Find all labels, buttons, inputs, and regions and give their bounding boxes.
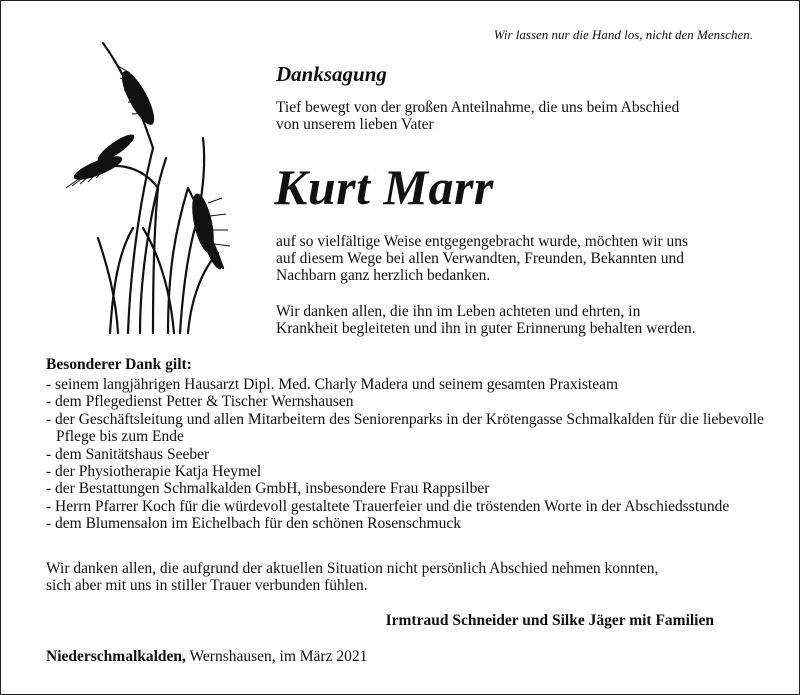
paragraph-line: auf diesem Wege bei allen Verwandten, Freunden, Bekannten und: [276, 250, 684, 267]
deceased-name: Kurt Marr: [274, 159, 494, 215]
intro-line: Tief bewegt von der großen Anteilnahme, die uns beim Abschied: [276, 99, 680, 116]
place-rest: Wernshausen, im März 2021: [185, 648, 368, 665]
paragraph-line: Wir danken allen, die aufgrund der aktuellen Situation nicht persönlich Abschied nehmen konnten,: [46, 560, 659, 577]
intro-line: von unserem lieben Vater: [276, 116, 434, 133]
list-item: - seinem langjährigen Hausarzt Dipl. Med. Charly Madera und seinem gesamten Praxisteam: [46, 376, 619, 393]
notice-heading: Danksagung: [276, 62, 387, 86]
paragraph-line: auf so vielfältige Weise entgegengebracht wurde, möchten wir uns: [276, 233, 689, 250]
paragraph-line: Krankheit begleiteten und ihn in guter Erinnerung behalten werden.: [276, 320, 696, 337]
special-thanks-heading: Besonderer Dank gilt:: [46, 356, 192, 373]
paragraph-line: Nachbarn ganz herzlich bedanken.: [276, 267, 491, 284]
place-town: Niederschmalkalden,: [46, 648, 186, 665]
wheat-illustration-icon: [58, 38, 238, 338]
special-thanks-list: [46, 376, 776, 533]
motto-quote: Wir lassen nur die Hand los, nicht den Menschen.: [493, 27, 753, 42]
list-item: - der Geschäftsleitung und allen Mitarbeitern des Seniorenparks in der Krötengasse Schmalkalden für die liebevolle Pflege bis zum Ende: [46, 410, 764, 446]
list-item: - dem Pflegedienst Petter & Tischer Wernshausen: [46, 393, 354, 411]
list-item: - der Physiotherapie Katja Heymel: [46, 463, 262, 481]
paragraph-line: Wir danken allen, die ihn im Leben achteten und ehrten, in: [276, 303, 641, 320]
list-item: - dem Blumensalon im Eichelbach für den schönen Rosenschmuck: [46, 515, 461, 533]
remembrance-paragraph: [276, 303, 766, 337]
list-item: - der Bestattungen Schmalkalden GmbH, insbesondere Frau Rappsilber: [46, 480, 490, 498]
paragraph-line: sich aber mit uns in stiller Trauer verbunden fühlen.: [46, 577, 368, 594]
closing-paragraph: [46, 560, 786, 594]
intro-text: [276, 99, 756, 133]
family-signature: Irmtraud Schneider und Silke Jäger mit Familien: [385, 612, 714, 629]
thanks-paragraph: [276, 233, 766, 284]
list-item: - Herrn Pfarrer Koch für die würdevoll gestaltete Trauerfeier und die tröstenden Worte in der Abschiedsstunde: [46, 497, 730, 515]
place-date: [46, 648, 367, 666]
list-item: - dem Sanitätshaus Seeber: [46, 445, 210, 463]
